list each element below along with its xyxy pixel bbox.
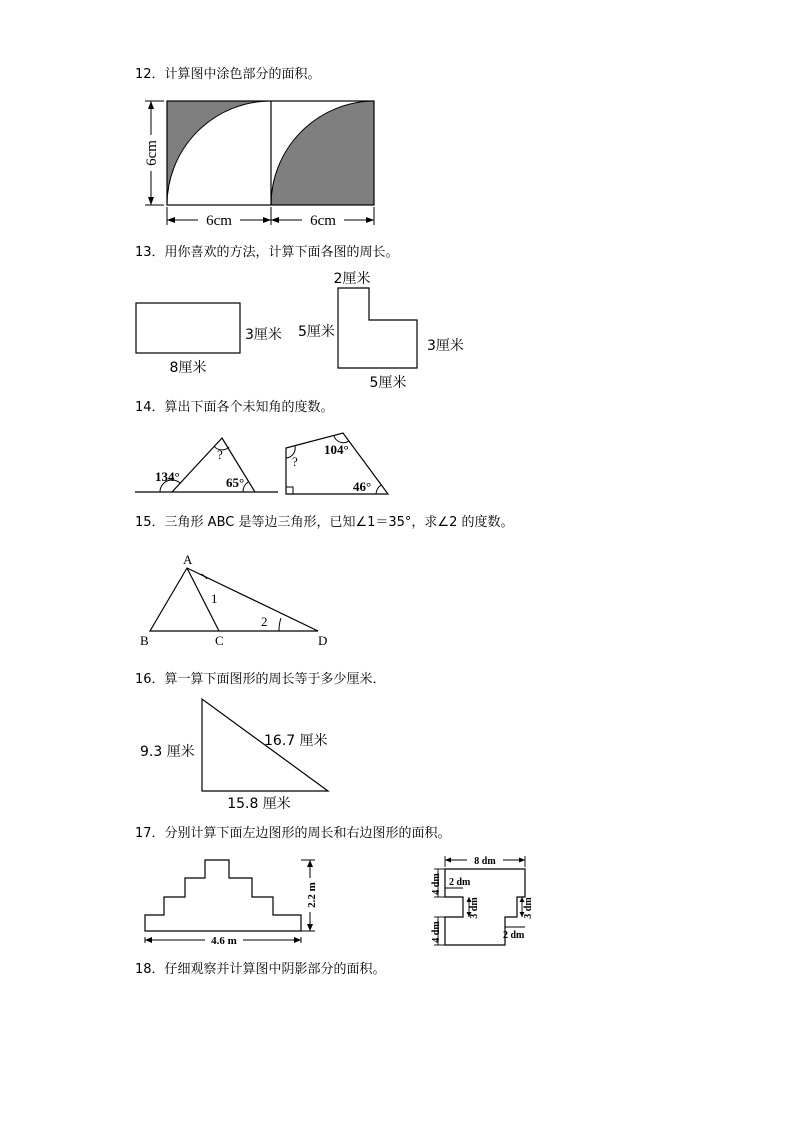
l-right-label: 3厘米: [427, 338, 464, 354]
l-bottom-label: 5厘米: [369, 375, 407, 391]
figure-12-shaded-quarter-circles: [140, 95, 390, 235]
rectangle-shape: [136, 303, 240, 353]
vertex-b: B: [140, 633, 149, 648]
triangle-base-angle: 65°: [226, 475, 245, 490]
cross-mid-left-label: 3 dm: [469, 897, 480, 919]
triangle-exterior-angle: 134°: [155, 469, 180, 484]
cross-left-bottom-label: 4 dm: [431, 921, 442, 943]
vertex-c: C: [215, 633, 224, 648]
cross-notch-bottom-label: 2 dm: [503, 930, 525, 941]
pentagon-unknown-angle: ?: [292, 454, 298, 469]
figure-17-left-stepped-shape: [135, 852, 325, 952]
question-14: 14．算出下面各个未知角的度数。: [135, 400, 334, 415]
angle-2-label: 2: [261, 614, 268, 629]
rect-width-label: 8厘米: [169, 360, 207, 376]
pentagon-right-angle: 46°: [353, 479, 372, 494]
cross-mid-right-label: 3 dm: [523, 897, 534, 919]
cross-left-top-label: 4 dm: [431, 873, 442, 895]
left-height-label: 2.2 m: [306, 882, 318, 908]
height-label: 6cm: [144, 140, 160, 166]
left-width-label: 4.6 m: [211, 935, 237, 947]
vertex-a: A: [183, 552, 193, 567]
pentagon-top-angle: 104°: [324, 442, 349, 457]
question-12: 12．计算图中涂色部分的面积。: [135, 67, 321, 82]
shaded-region-left: [167, 101, 270, 205]
l-shape: [338, 288, 417, 368]
figure-16-right-triangle: [135, 694, 365, 814]
hypotenuse-label: 16.7 厘米: [264, 733, 328, 749]
width-label-left: 6cm: [206, 213, 232, 229]
triangle-unknown-angle: ?: [217, 447, 223, 462]
figure-15-triangle-abc: [135, 548, 335, 648]
stepped-polygon: [145, 860, 301, 931]
vertex-d: D: [318, 633, 328, 648]
question-13: 13．用你喜欢的方法，计算下面各图的周长。: [135, 245, 399, 260]
l-top-label: 2厘米: [333, 271, 371, 287]
figure-13-perimeter-shapes: [130, 268, 480, 393]
bottom-side-label: 15.8 厘米: [227, 796, 291, 812]
figure-14-unknown-angles: [130, 428, 400, 503]
question-18: 18．仔细观察并计算图中阴影部分的面积。: [135, 962, 386, 977]
question-15: 15．三角形 ABC 是等边三角形，已知∠1＝35°，求∠2 的度数。: [135, 515, 514, 530]
width-label-right: 6cm: [310, 213, 336, 229]
cross-notch-top-label: 2 dm: [449, 877, 471, 888]
rect-height-label: 3厘米: [245, 327, 282, 343]
l-left-label: 5厘米: [298, 324, 335, 340]
shaded-region-right: [271, 101, 374, 205]
figure-17-right-cross-shape: [425, 855, 545, 950]
angle-1-label: 1: [211, 591, 218, 606]
cross-top-label: 8 dm: [474, 856, 496, 867]
question-16: 16．算一算下面图形的周长等于多少厘米．: [135, 672, 386, 687]
question-17: 17．分别计算下面左边图形的周长和右边图形的面积。: [135, 826, 451, 841]
left-side-label: 9.3 厘米: [140, 744, 195, 760]
